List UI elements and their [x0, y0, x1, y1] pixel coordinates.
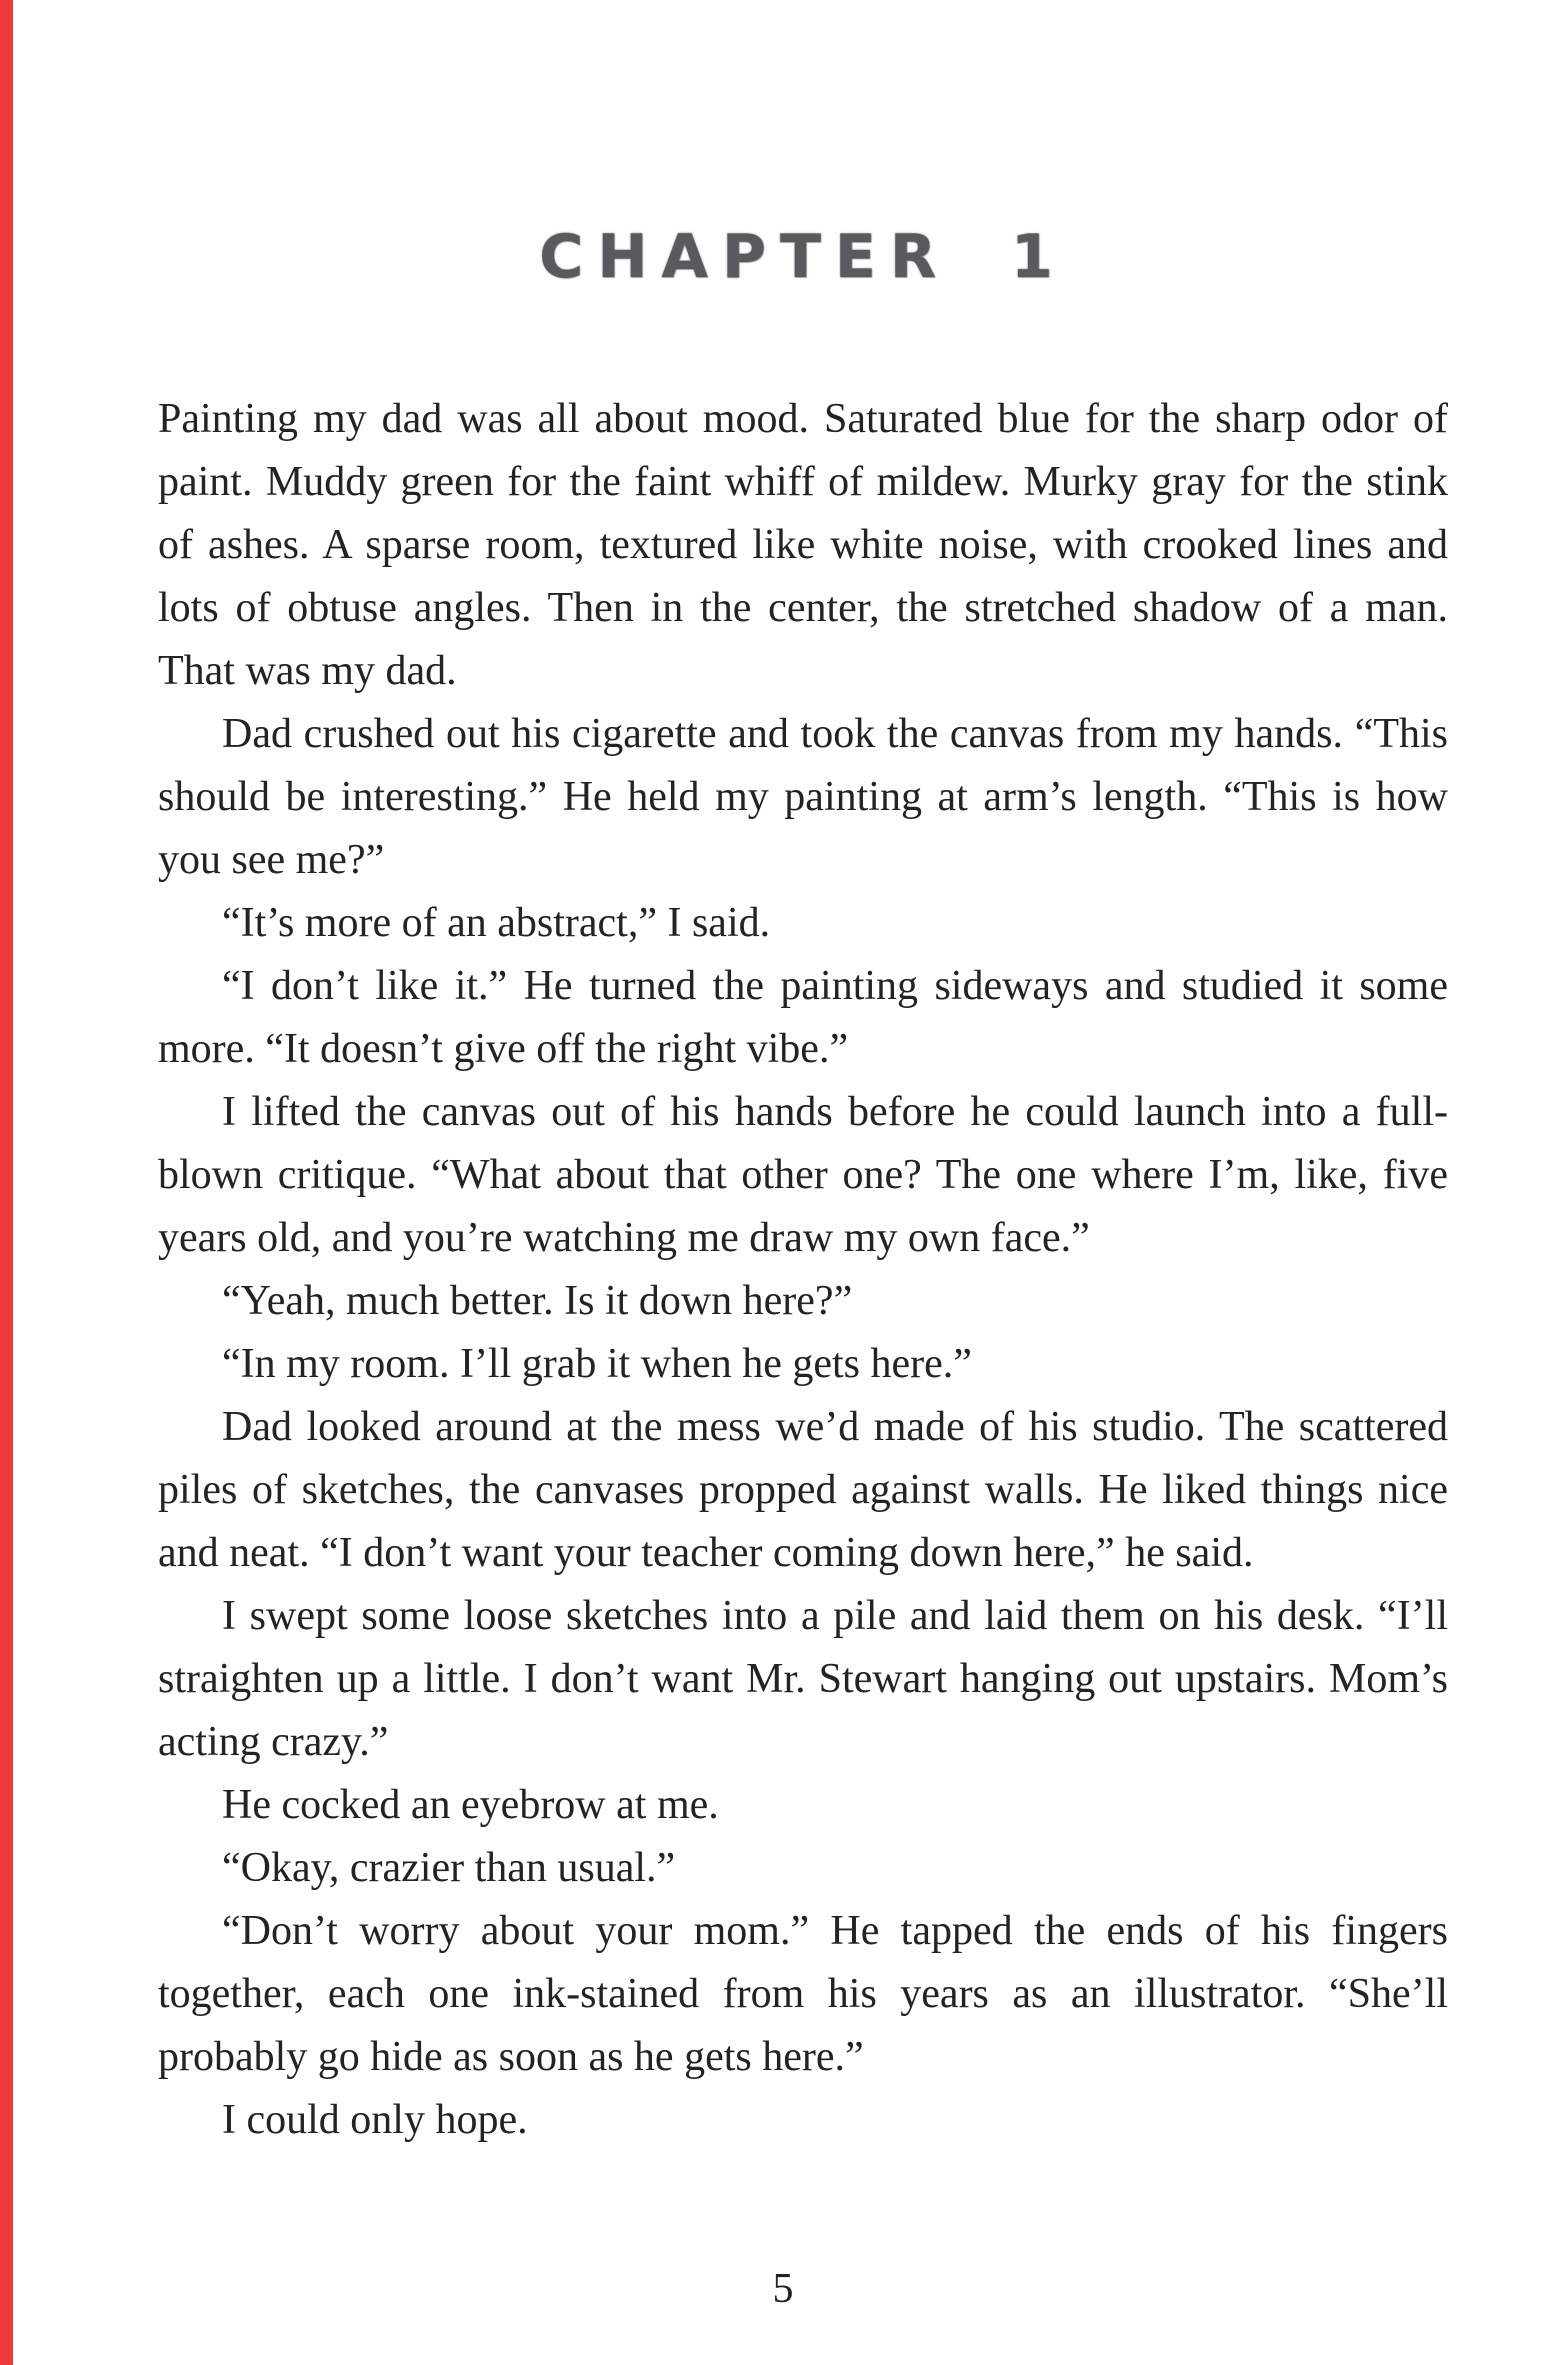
- paragraph: I lifted the canvas out of his hands before he could launch into a full-blown critique. “What about that other one? The one where I’m, like, five years old, and you’re watching me draw my own face.”: [158, 1089, 1448, 1261]
- paragraph: “In my room. I’ll grab it when he gets here.”: [222, 1341, 972, 1387]
- paragraph: “I don’t like it.” He turned the painting sideways and studied it some more. “It doesn’t give off the right vibe.”: [158, 963, 1448, 1072]
- paragraph: Dad crushed out his cigarette and took the canvas from my hands. “This should be interesting.” He held my painting at arm’s length. “This is how you see me?”: [158, 711, 1448, 883]
- paragraph: He cocked an eyebrow at me.: [222, 1782, 719, 1828]
- page-number: 5: [772, 2266, 794, 2312]
- paragraph: I swept some loose sketches into a pile and laid them on his desk. “I’ll straighten up a little. I don’t want Mr. Stewart hanging out upstairs. Mom’s acting crazy.”: [158, 1593, 1448, 1765]
- paragraph: “It’s more of an abstract,” I said.: [222, 900, 771, 946]
- page-edge-stripe: [0, 0, 13, 2365]
- chapter-title: CHAPTER 1: [539, 222, 1067, 292]
- paragraph: “Yeah, much better. Is it down here?”: [222, 1278, 853, 1324]
- paragraph: “Don’t worry about your mom.” He tapped the ends of his fingers together, each one ink-stained from his years as an illustrator. “She’ll probably go hide as soon as he gets here.”: [158, 1908, 1448, 2080]
- paragraph: I could only hope.: [222, 2097, 528, 2143]
- paragraph: Painting my dad was all about mood. Saturated blue for the sharp odor of paint. Muddy green for the faint whiff of mildew. Murky gray for the stink of ashes. A sparse room, textured like white noise, with crooked lines and lots of obtuse angles. Then in the center, the stretched shadow of a man. That was my dad.: [158, 396, 1448, 694]
- paragraph: Dad looked around at the mess we’d made of his studio. The scattered piles of sketches, the canvases propped against walls. He liked things nice and neat. “I don’t want your teacher coming down here,” he said.: [158, 1404, 1448, 1576]
- page-body: [158, 388, 1448, 2152]
- paragraph: “Okay, crazier than usual.”: [222, 1845, 676, 1891]
